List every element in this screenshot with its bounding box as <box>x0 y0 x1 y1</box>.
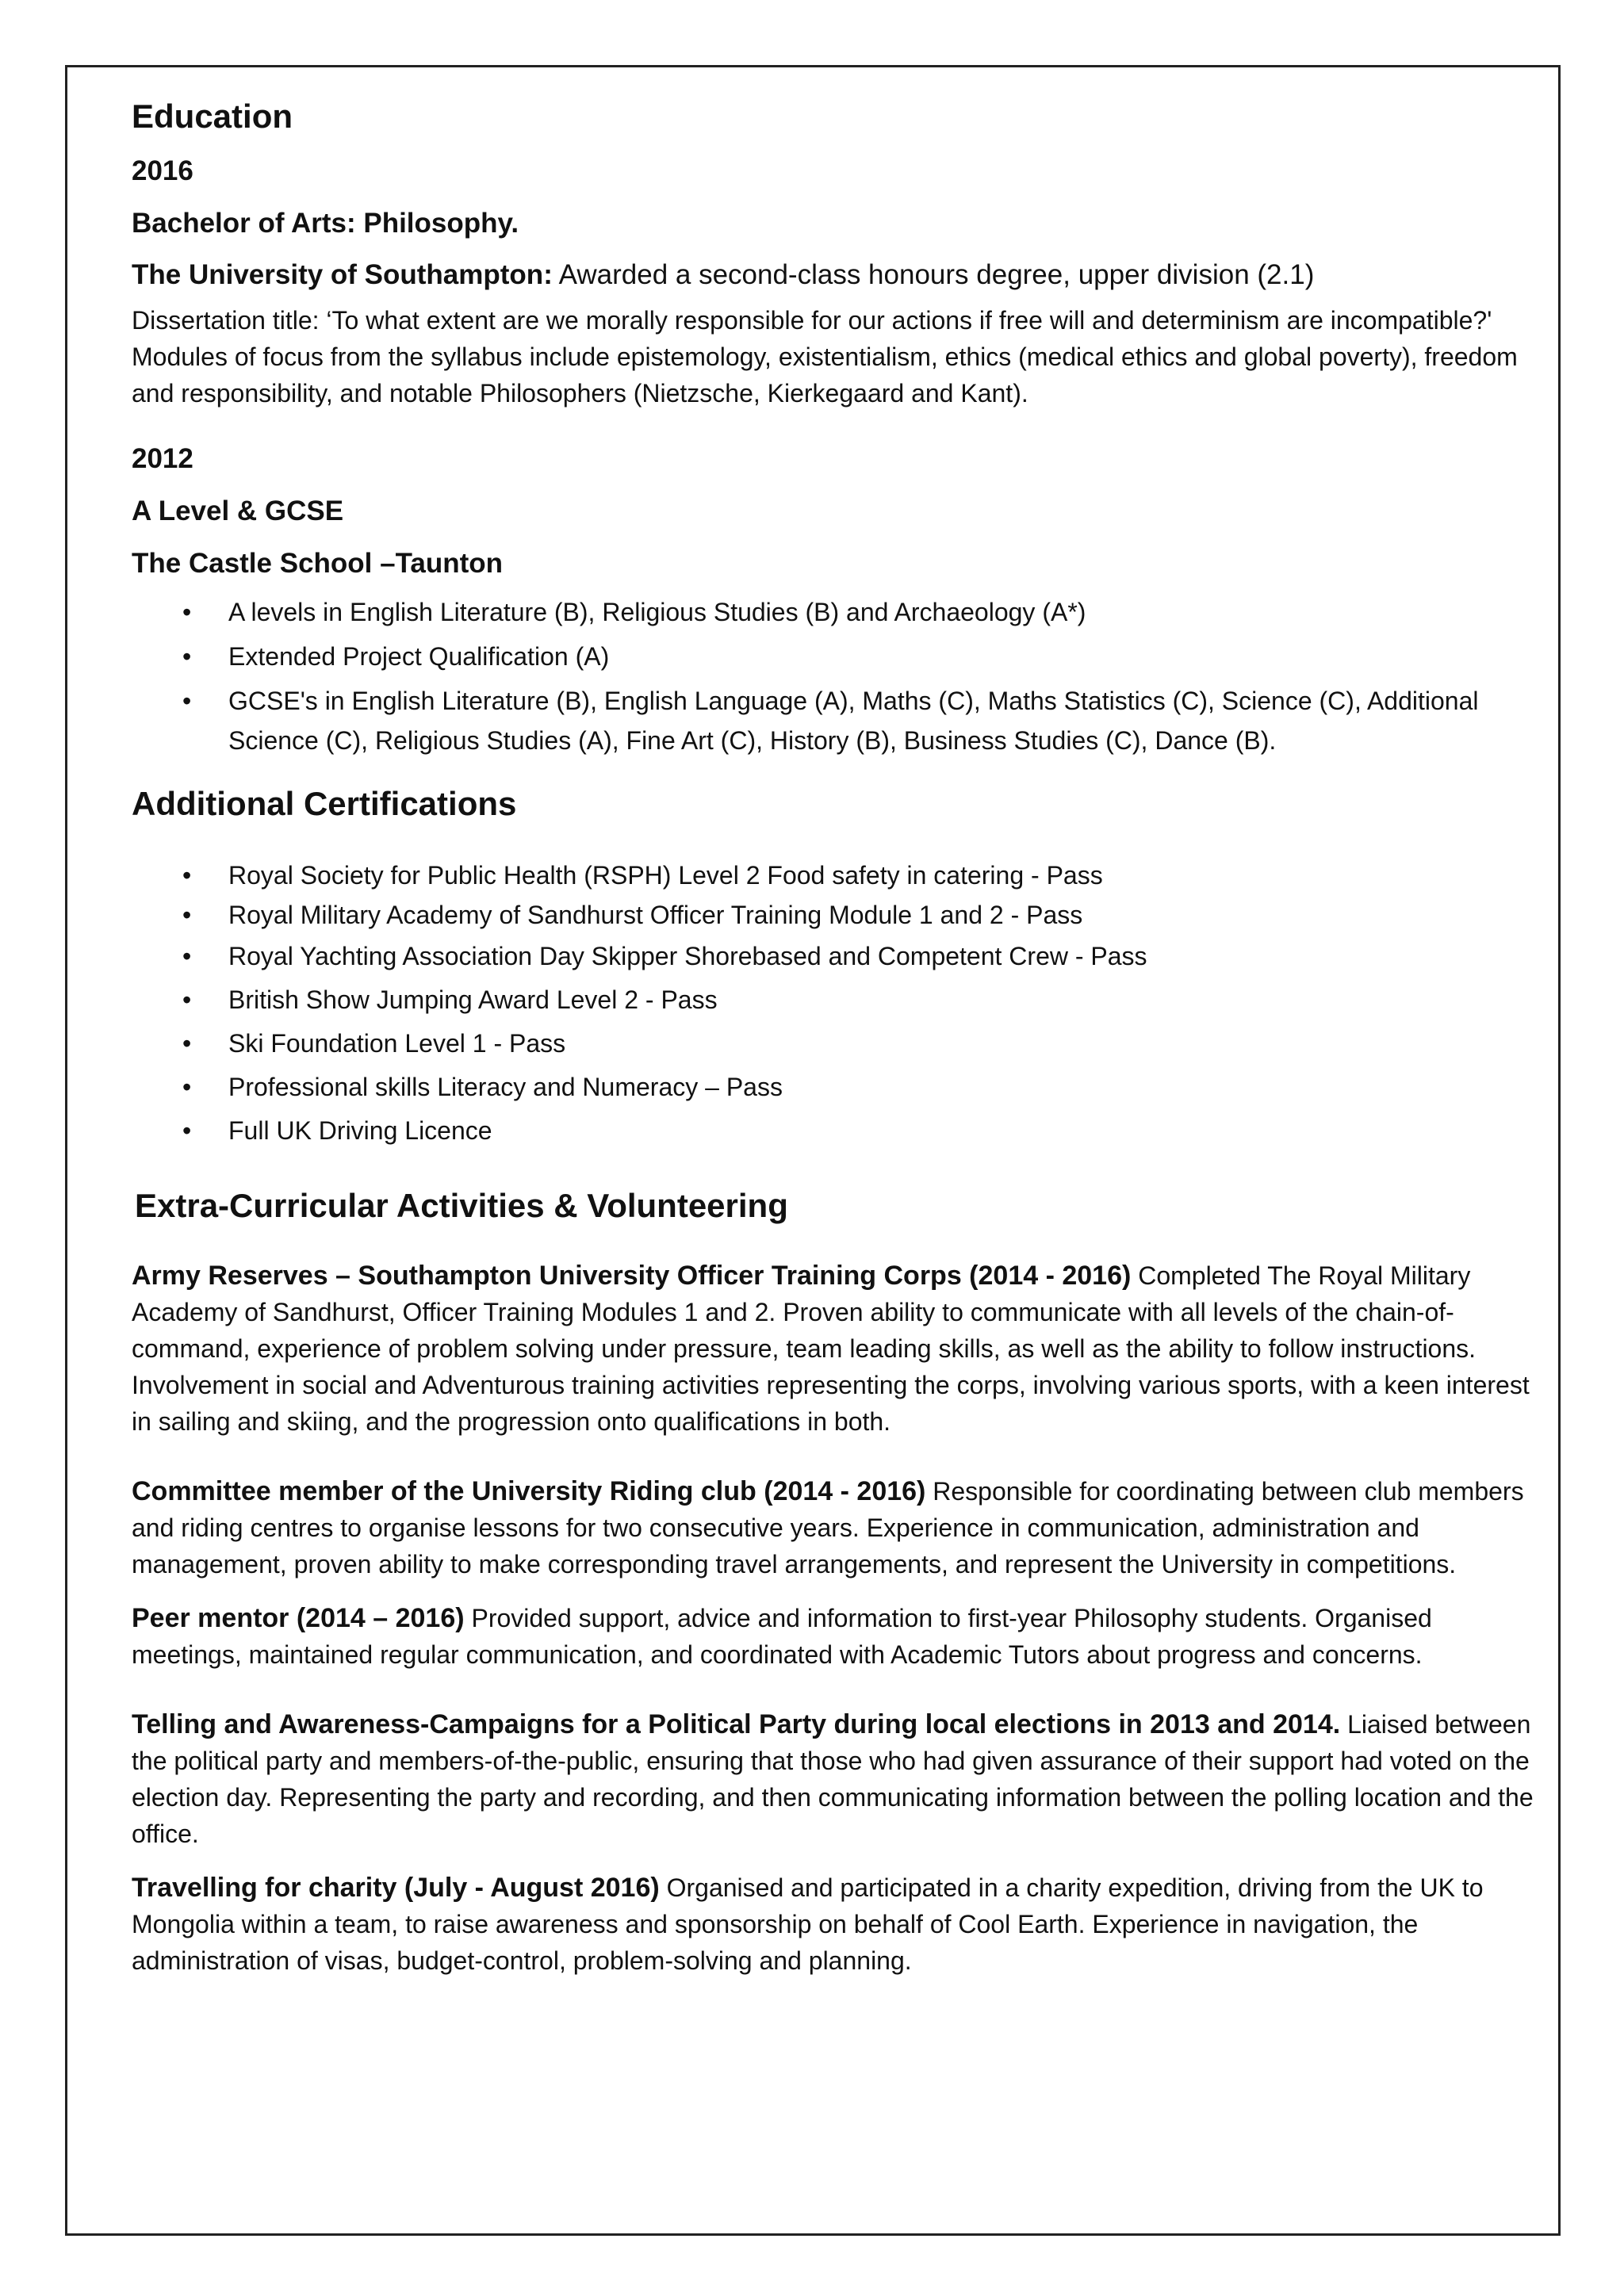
education-year: 2016 <box>132 155 193 187</box>
education-entry-2012 <box>132 442 1543 760</box>
activity-title: Committee member of the University Riding club (2014 - 2016) <box>132 1476 926 1507</box>
activity-text: Responsible for coordinating between club members and riding centres to organise lessons for two consecutive years. Experience in communication, administration and management, proven ability to make corresponding travel arrangements, and represent the University in competitions. <box>132 1477 1524 1579</box>
activity-title: Peer mentor (2014 – 2016) <box>132 1603 465 1634</box>
list-item: • British Show Jumping Award Level 2 - Pass <box>228 978 1543 1022</box>
certifications-list <box>132 855 1543 1153</box>
education-description: Dissertation title: ‘To what extent are we morally responsible for our actions if free will and determinism are incompatible?' Modules of focus from the syllabus include epistemology, existentialism, ethics (medical ethics and global poverty), freedom and responsibility, and notable Philosophers (Nietzsche, Kierkegaard and Kant). <box>132 306 1518 408</box>
list-item: • A levels in English Literature (B), Religious Studies (B) and Archaeology (A*) <box>228 592 1543 632</box>
activities-section <box>132 1186 1543 1979</box>
list-item: • Royal Society for Public Health (RSPH) Level 2 Food safety in catering - Pass <box>228 855 1543 895</box>
activity-title: Army Reserves – Southampton University Officer Training Corps (2014 - 2016) <box>132 1261 1132 1292</box>
activity-item <box>132 1600 1543 1673</box>
activity-item <box>132 1869 1543 1979</box>
cv-page-content <box>132 97 1543 1979</box>
certifications-section <box>132 784 1543 1153</box>
activity-title: Travelling for charity (July - August 2016) <box>132 1873 660 1904</box>
activity-text: Completed The Royal Military Academy of Sandhurst, Officer Training Modules 1 and 2. Proven ability to communicate with all levels of the chain-of-command, experience of problem solving under pressure, team leading skills, as well as the ability to follow instructions. Involvement in social and Adventurous training activities representing the corps, involving various sports, with a keen interest in sailing and skiing, and the progression onto qualifications in both. <box>132 1261 1530 1437</box>
list-item: • Royal Military Academy of Sandhurst Officer Training Module 1 and 2 - Pass <box>228 895 1543 935</box>
activities-heading: Extra-Curricular Activities & Volunteering <box>135 1187 788 1225</box>
list-item: • Ski Foundation Level 1 - Pass <box>228 1022 1543 1066</box>
list-item: • Professional skills Literacy and Numeracy – Pass <box>228 1066 1543 1109</box>
list-item: • GCSE's in English Literature (B), English Language (A), Maths (C), Maths Statistics (C), Science (C), Additional Science (C), Religious Studies (A), Fine Art (C), History (B), Business Studies (C), Dance (B). <box>228 681 1543 760</box>
education-result: Awarded a second-class honours degree, upper division (2.1) <box>552 258 1315 290</box>
education-entry-2016 <box>132 154 1543 411</box>
education-qualification: A Level & GCSE <box>132 496 344 527</box>
education-institution: The University of Southampton: <box>132 258 553 290</box>
activity-text: Provided support, advice and information to first-year Philosophy students. Organised meetings, maintained regular communication, and coordinated with Academic Tutors about progress and concerns. <box>132 1604 1432 1670</box>
activity-text: Liaised between the political party and members-of-the-public, ensuring that those who had given assurance of their support had voted on the election day. Representing the party and recording, and then communicating information between the polling location and the office. <box>132 1710 1534 1849</box>
activity-item <box>132 1473 1543 1582</box>
education-heading: Education <box>132 98 293 135</box>
education-section <box>132 97 1543 760</box>
list-item: • Royal Yachting Association Day Skipper Shorebased and Competent Crew - Pass <box>228 935 1543 978</box>
education-bullet-list <box>132 592 1543 760</box>
education-qualification: Bachelor of Arts: Philosophy. <box>132 208 519 239</box>
education-institution: The Castle School –Taunton <box>132 547 504 579</box>
certifications-heading: Additional Certifications <box>132 784 517 822</box>
list-item: • Extended Project Qualification (A) <box>228 637 1543 676</box>
list-item: • Full UK Driving Licence <box>228 1109 1543 1153</box>
activity-item <box>132 1257 1543 1440</box>
activity-title: Telling and Awareness-Campaigns for a Political Party during local elections in 2013 and 2014. <box>132 1709 1341 1740</box>
education-year: 2012 <box>132 443 193 475</box>
activity-text: Organised and participated in a charity expedition, driving from the UK to Mongolia within a team, to raise awareness and sponsorship on behalf of Cool Earth. Experience in navigation, the administration of visas, budget-control, problem-solving and planning. <box>132 1873 1484 1976</box>
education-institution-line <box>132 257 1543 293</box>
activity-item <box>132 1706 1543 1852</box>
